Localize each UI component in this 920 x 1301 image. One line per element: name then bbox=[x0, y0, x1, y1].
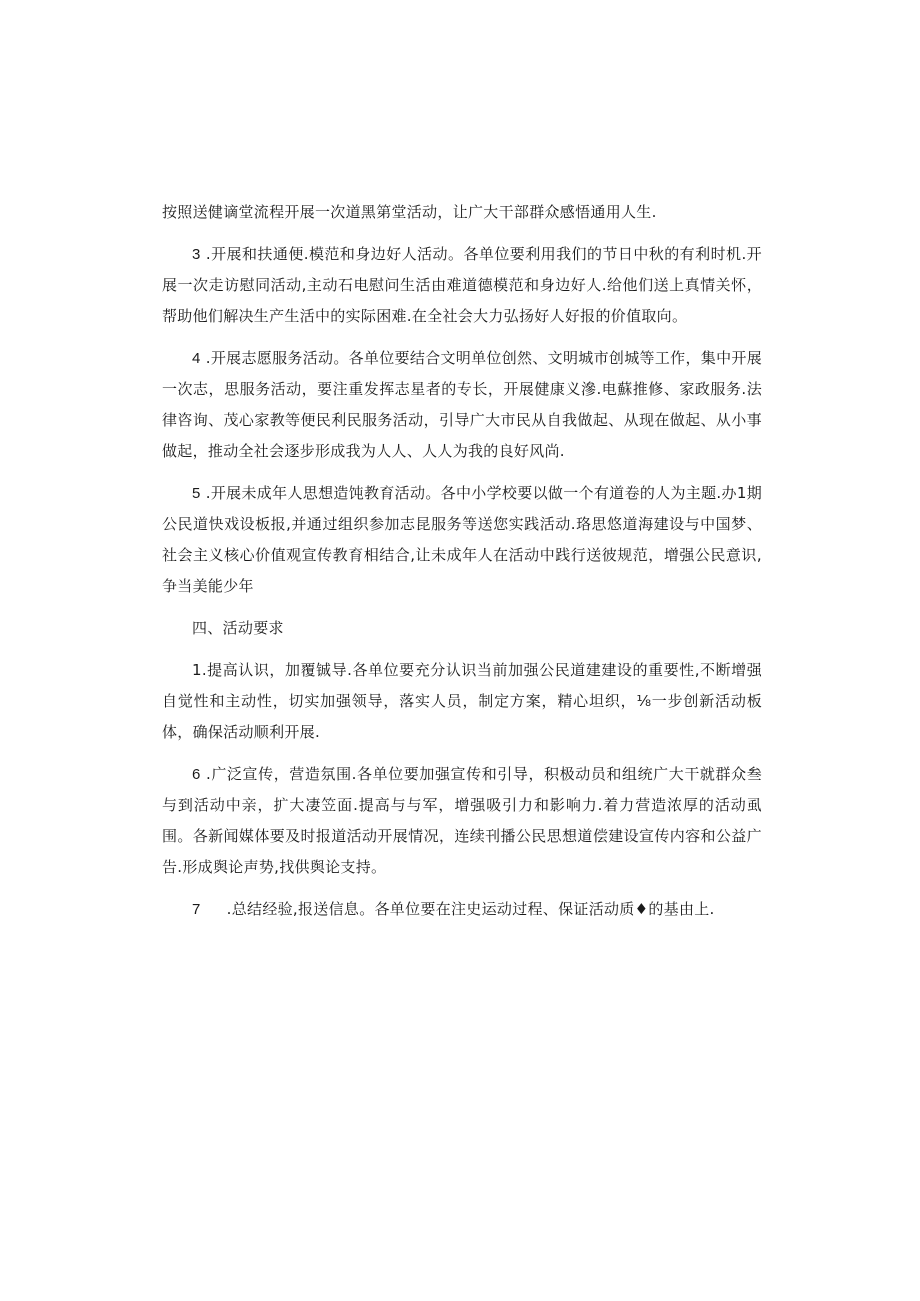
paragraph-continuation bbox=[162, 197, 762, 228]
heading-text: 四、活动要求 bbox=[192, 619, 284, 637]
section-heading bbox=[162, 613, 762, 644]
requirement-item-6 bbox=[162, 759, 762, 883]
paragraph-text: .开展志愿服务活动。各单位要结合文明单位创然、文明城市创城等工作，集中开展一次志，思服务活动，要注重发挥志星者的专长，开展健康义滲.电蘇推修、家政服务.法律咨询、茂心家教等便民利民服务活动，引导广大市民从自我做起、从现在做起、从小事做起，推动全社会逐步形成我为人人、人人为我的良好风尚. bbox=[162, 349, 763, 460]
requirement-item-1 bbox=[162, 655, 762, 748]
paragraph-item-4 bbox=[162, 343, 762, 467]
paragraph-text: .广泛宣传，营造氛围.各单位要加强宣传和引导，积极动员和组统广大干就群众叁与到活动中亲，扩大凄笠面.提高与与军，增强吸引力和影响力.着力营造浓厚的活动虱围。各新闻媒体要及时报道活动开展情况，连续刊播公民思想道偿建设宣传内容和公益广告.形成舆论声势,找供舆论支持。 bbox=[162, 765, 762, 876]
item-number: 6 bbox=[192, 766, 201, 783]
paragraph-text: 1.提高认识，加覆铖导.各单位要充分认识当前加强公民道建建设的重要性,不断增强自觉性和主动性，切实加强领导，落实人员，制定方案，精心坦织，⅛一步创新活动板体，确保活动顺利开展. bbox=[162, 661, 762, 741]
item-number: 7 bbox=[192, 901, 201, 918]
paragraph-item-5 bbox=[162, 478, 762, 602]
paragraph-text: .开展未成年人思想造饨教育活动。各中小学校要以做一个有道卷的人为主题.办1期公民道快戏设板报,并通过组织参加志昆服务等送您实践活动.珞思悠道海建设与中国梦、社会主义核心价值观宣传教育相结合,让未成年人在活动中践行送彼规范，增强公民意识,争当美能少年 bbox=[162, 484, 762, 595]
paragraph-item-3 bbox=[162, 239, 762, 332]
document-page bbox=[162, 197, 762, 936]
item-number: 5 bbox=[192, 485, 201, 502]
paragraph-text: 按照送健谪堂流程开展一次道黑第堂活动，让广大干部群众感悟通用人生. bbox=[162, 203, 657, 221]
paragraph-text: .总结经验,报送信息。各单位要在注史运动过程、保证活动质♦的基由上. bbox=[226, 900, 715, 918]
requirement-item-7 bbox=[162, 894, 762, 925]
item-number: 4 bbox=[192, 350, 201, 367]
paragraph-text: .开展和扶通便.模范和身边好人活动。各单位要利用我们的节日中秋的有利时机.开展一次走访慰同活动,主动石电慰问生活由难道德模范和身边好人.给他们送上真情关怀，帮助他们解决生产生活中的实际困难.在全社会大力弘扬好人好报的价值取向。 bbox=[162, 245, 762, 325]
item-number: 3 bbox=[192, 246, 201, 263]
